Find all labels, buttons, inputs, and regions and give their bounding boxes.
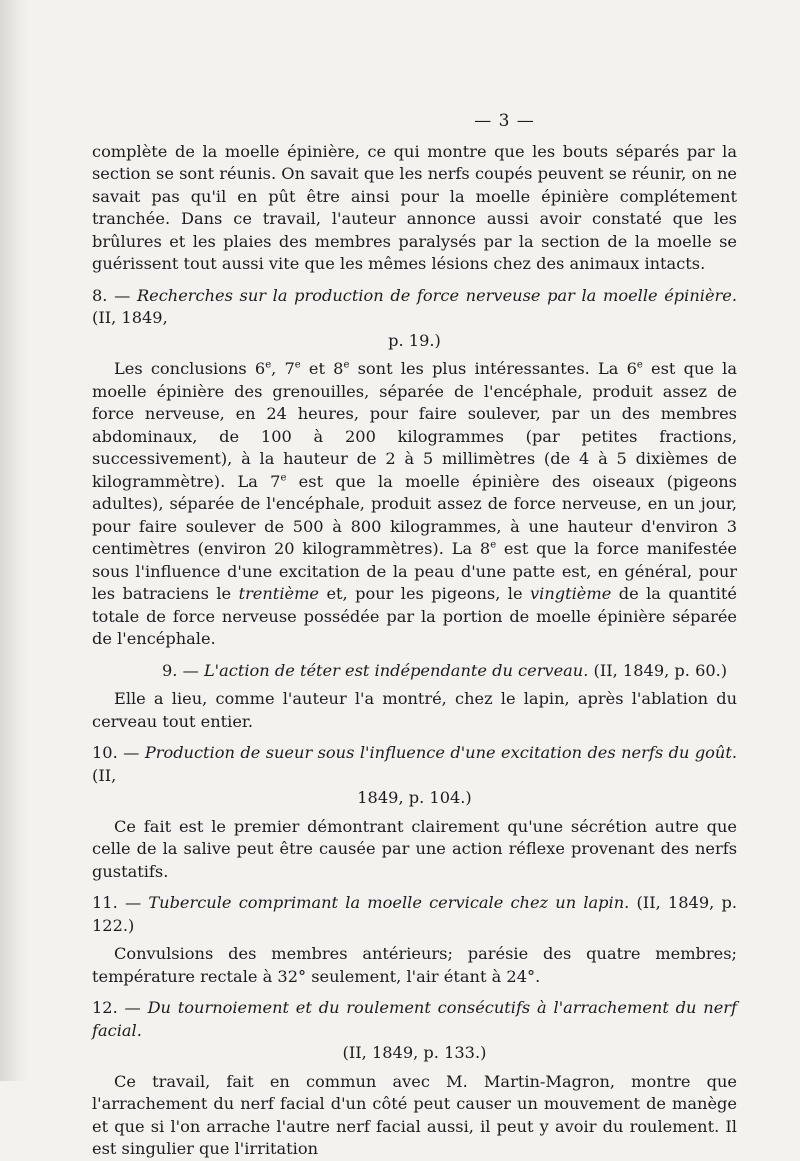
scan-left-edge (0, 0, 30, 1081)
entry-title-text: Production de sueur sous l'influence d'une excitation des nerfs du goût. (144, 743, 738, 762)
entry-title-text: L'action de téter est indépendante du cerveau. (203, 660, 589, 680)
entry-10 (92, 742, 737, 883)
entry-title-text: Recherches sur la production de force nerveuse par la moelle épinière. (136, 285, 737, 305)
entry-title (92, 997, 737, 1065)
entry-number: 8. — (92, 285, 131, 305)
entry-12 (92, 997, 737, 1161)
entry-body: Ce travail, fait en commun avec M. Martin-Magron, montre que l'arrachement du nerf facial d'un côté peut causer un mouvement de manège et que si l'on arrache l'autre nerf facial aussi, il peut y avoir du roulement. Il est singulier que l'irritation (92, 1071, 737, 1158)
entry-title-text: Tubercule comprimant la moelle cervicale chez un lapin. (148, 893, 630, 912)
entry-8 (92, 285, 737, 651)
entry-reference: (II, (92, 765, 117, 785)
entry-reference: (II, 1849, p. 122.) (92, 893, 737, 935)
entry-reference-cont: p. 19.) (388, 330, 441, 350)
entry-9 (92, 660, 737, 734)
entry-reference: (II, 1849, p. 133.) (342, 1043, 487, 1062)
entry-number: 12. — (92, 998, 141, 1017)
page-number: — 3 — (474, 111, 535, 131)
entry-11 (92, 892, 737, 988)
entry-number: 11. — (92, 893, 142, 912)
entry-number: 10. — (92, 743, 140, 762)
entry-reference-cont: 1849, p. 104.) (357, 788, 472, 807)
entry-title (92, 285, 737, 353)
entry-title (92, 892, 737, 937)
entry-title (92, 660, 737, 683)
entry-reference: (II, 1849, p. 60.) (593, 660, 728, 680)
entry-title-text: Du tournoiement et du roulement consécutifs à l'arrachement du nerf facial. (92, 998, 738, 1040)
entry-reference: (II, 1849, (92, 308, 168, 327)
document-page (92, 110, 737, 1161)
entry-body: Les conclusions 6e, 7e et 8e sont les plus intéressantes. La 6e est que la moelle épinière des grenouilles, séparée de l'encéphale, produit assez de force nerveuse, en 24 heures, pour faire soulever, par un des membres abdominaux, de 100 à 200 kilogrammes (par petites fractions, successivement), à la hauteur de 2 à 5 millimètres (de 4 à 5 dixièmes de kilogrammètre). La 7e est que la moelle épinière des oiseaux (pigeons adultes), séparée de l'encéphale, produit assez de force nerveuse, en un jour, pour faire soulever de 500 à 800 kilogrammes, à une hauteur d'environ 3 centimètres (environ 20 kilogrammètres). La 8e est que la force manifestée sous l'influence d'une excitation de la peau d'une patte est, en général, pour les batraciens le trentième et, pour les pigeons, le vingtième de la quantité totale de force nerveuse possédée par la portion de moelle épinière séparée de l'encéphale. (92, 359, 737, 648)
entry-title (92, 742, 737, 810)
entry-number: 9. — (162, 660, 199, 680)
entry-body: Ce fait est le premier démontrant clairement qu'une sécrétion autre que celle de la salive peut être causée par une action réflexe provenant des nerfs gustatifs. (92, 816, 737, 881)
entry-body: Convulsions des membres antérieurs; parésie des quatre membres; température rectale à 32° seulement, l'air étant à 24°. (92, 944, 737, 986)
intro-paragraph: complète de la moelle épinière, ce qui montre que les bouts séparés par la section se sont réunis. On savait que les nerfs coupés peuvent se réunir, on ne savait pas qu'il en pût être ainsi pour la moelle épinière complétement tranchée. Dans ce travail, l'auteur annonce aussi avoir constaté que les brûlures et les plaies des membres paralysés par la section de la moelle se guérissent tout aussi vite que les mêmes lésions chez des animaux intacts. (92, 141, 737, 273)
entry-body: Elle a lieu, comme l'auteur l'a montré, chez le lapin, après l'ablation du cerveau tout entier. (92, 689, 737, 731)
